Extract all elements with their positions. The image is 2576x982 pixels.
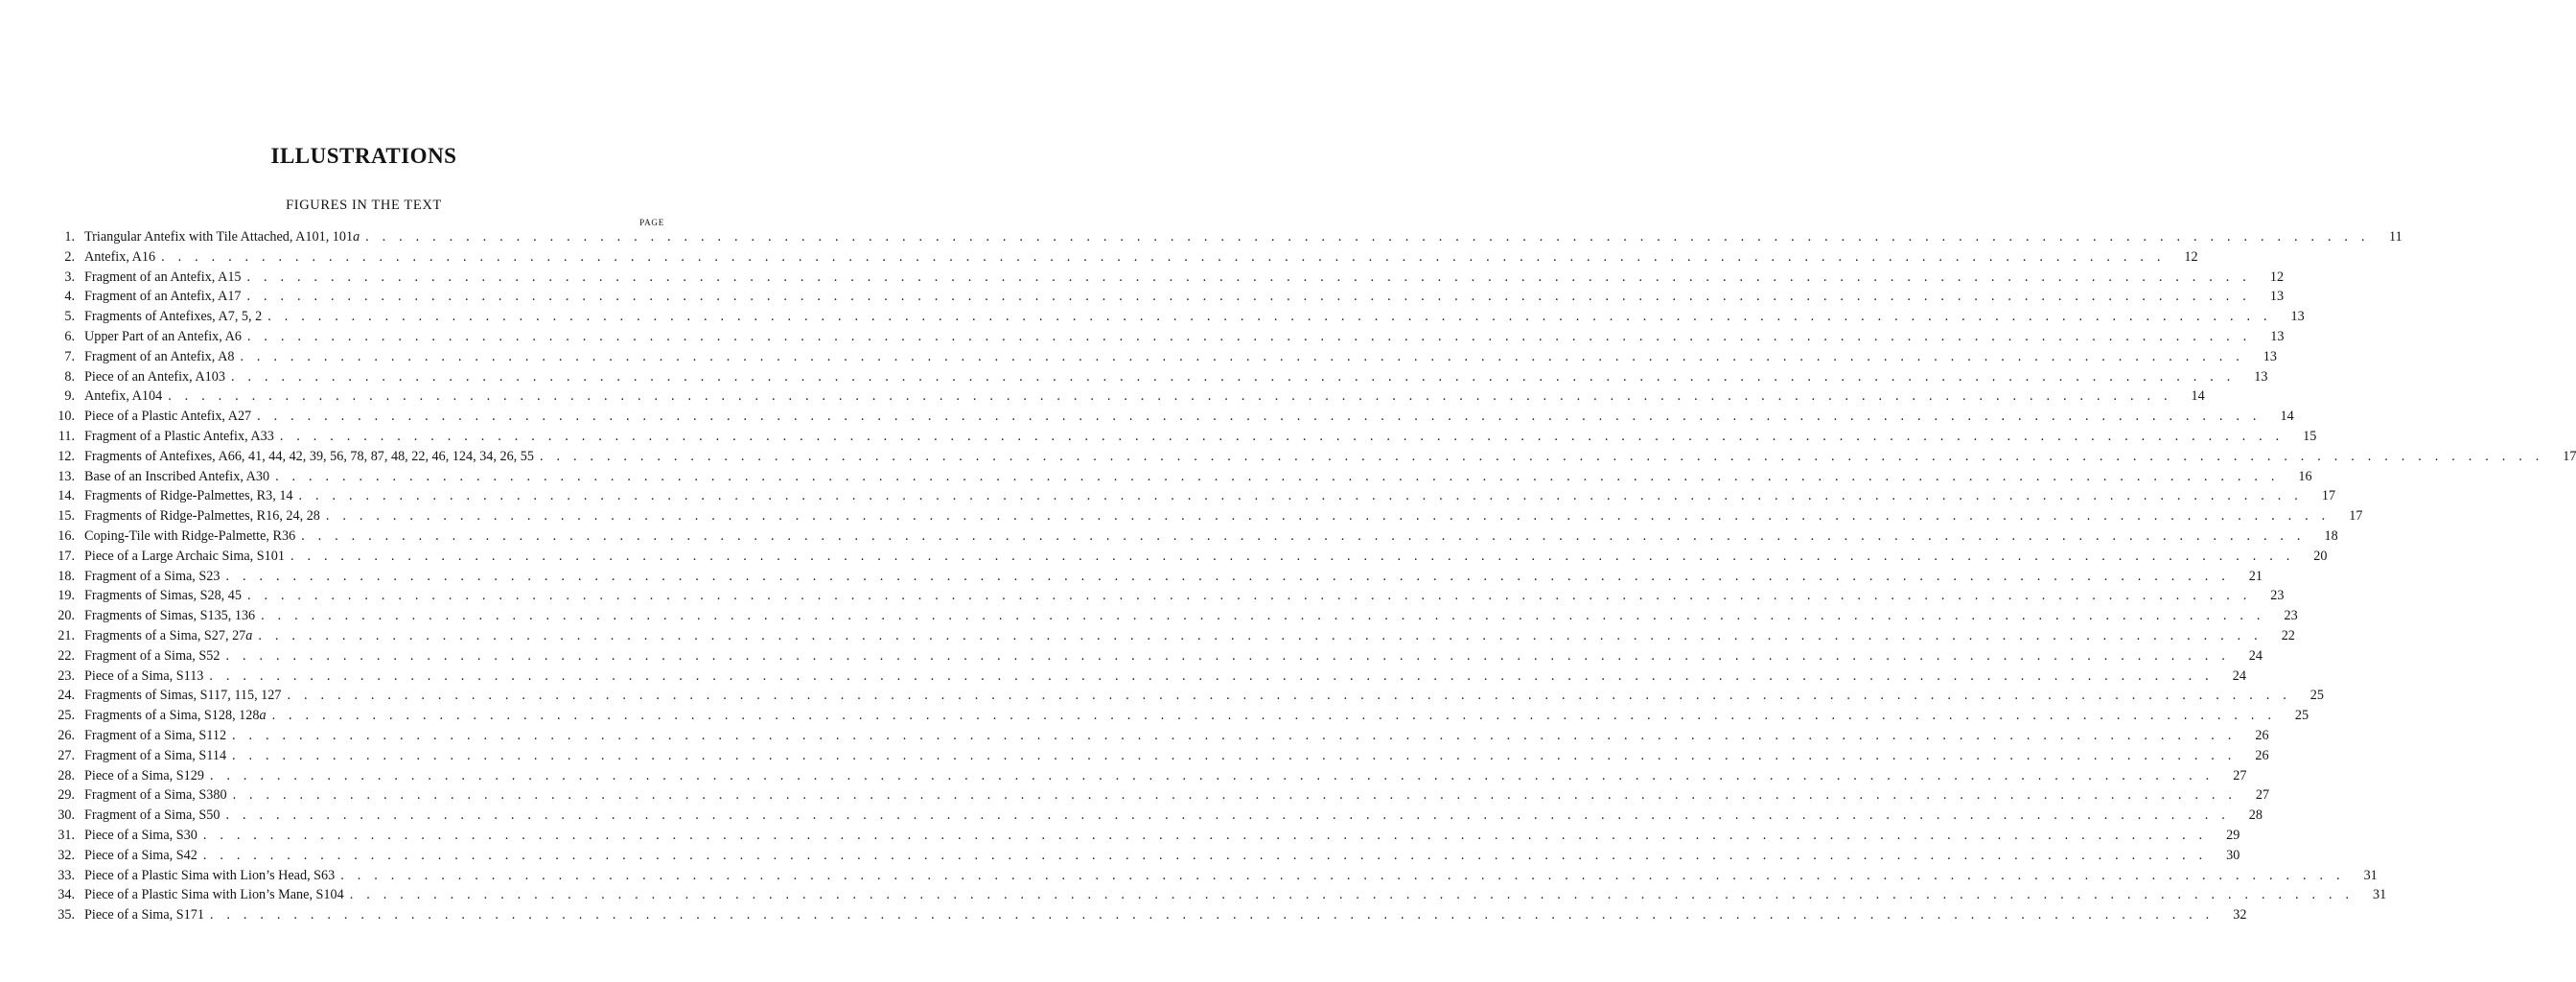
figure-caption-text: Fragment of a Sima, S380	[84, 787, 227, 804]
dot-leader: . . . . . . . . . . . . . . . . . . . . . . . . . . . . . . . . . . . . . . . . . . . . . . . . . . . . . . . . . . . . . . . . . . . . . . . . . . . . . . . . . . . . . . . . . . . . . . . . . . . . . . . . . . . . . . . . . . . . . . . .	[202, 827, 2208, 843]
figure-caption	[75, 486, 293, 506]
figure-caption-text: Coping-Tile with Ridge-Palmette, R36	[84, 527, 296, 544]
dot-leader: . . . . . . . . . . . . . . . . . . . . . . . . . . . . . . . . . . . . . . . . . . . . . . . . . . . . . . . . . . . . . . . . . . . . . . . . . . . . . . . . . . . . . . . . . . . . . . . . . . . . . . . . . . . . . . . . . . . . . . . .	[225, 807, 2230, 824]
figure-page-number: 25	[2294, 708, 2309, 724]
figure-caption	[75, 686, 281, 706]
figure-caption	[75, 746, 226, 766]
figure-caption	[75, 885, 344, 905]
figure-number: 13.	[58, 468, 75, 484]
figure-caption	[75, 467, 269, 487]
figure-caption	[75, 526, 295, 547]
figure-entry	[50, 526, 2338, 547]
dot-leader: . . . . . . . . . . . . . . . . . . . . . . . . . . . . . . . . . . . . . . . . . . . . . . . . . . . . . . . . . . . . . . . . . . . . . . . . . . . . . . . . . . . . . . . . . . . . . . . . . . . . . . . . . . . . . . . . . . . . . . . .	[225, 568, 2230, 584]
figure-entry	[50, 806, 2263, 826]
dot-leader: . . . . . . . . . . . . . . . . . . . . . . . . . . . . . . . . . . . . . . . . . . . . . . . . . . . . . . . . . . . . . . . . . . . . . . . . . . . . . . . . . . . . . . . . . . . . . . . . . . . . . . . . . . . . . . . . . . . . . . . .	[275, 468, 2280, 484]
figure-entry	[50, 547, 2328, 567]
figure-list	[50, 227, 2576, 925]
figure-page-number: 30	[2226, 847, 2240, 863]
figure-page-number: 32	[2233, 907, 2247, 924]
figure-page-number: 29	[2226, 827, 2240, 843]
figure-page-number: 13	[2270, 328, 2285, 344]
figure-caption-text: Piece of a Plastic Sima with Lion’s Mane, S104	[84, 887, 344, 903]
figure-page-number: 31	[2373, 887, 2387, 903]
figure-entry	[50, 826, 2240, 846]
figure-caption-text: Fragments of Simas, S117, 115, 127	[84, 688, 282, 704]
figure-caption	[75, 547, 285, 567]
dot-leader: . . . . . . . . . . . . . . . . . . . . . . . . . . . . . . . . . . . . . . . . . . . . . . . . . . . . . . . . . . . . . . . . . . . . . . . . . . . . . . . . . . . . . . . . . . . . . . . . . . . . . . . . . . . . . . . . . . . . . . . .	[298, 488, 2304, 504]
figure-number: 2.	[64, 248, 75, 265]
figure-entry	[50, 506, 2363, 526]
figure-entry	[50, 646, 2263, 666]
figure-page-number: 14	[2191, 388, 2205, 405]
dot-leader: . . . . . . . . . . . . . . . . . . . . . . . . . . . . . . . . . . . . . . . . . . . . . . . . . . . . . . . . . . . . . . . . . . . . . . . . . . . . . . . . . . . . . . . . . . . . . . . . . . . . . . . . . . . . . . . . . . . . . . . .	[225, 647, 2230, 664]
figure-caption	[75, 347, 234, 367]
figure-page-number: 13	[2263, 348, 2277, 364]
figure-caption	[75, 447, 534, 467]
figure-number: 24.	[58, 688, 75, 704]
figure-entry	[50, 407, 2294, 427]
figure-number: 9.	[64, 388, 75, 405]
figure-number: 17.	[58, 548, 75, 564]
figure-number: 26.	[58, 727, 75, 743]
figure-caption-italic-suffix: a	[259, 708, 267, 724]
figure-number: 25.	[58, 708, 75, 724]
figure-number: 20.	[58, 608, 75, 624]
figure-caption-text: Fragments of Simas, S28, 45	[84, 588, 242, 604]
figure-number: 4.	[64, 289, 75, 305]
figure-caption-text: Piece of a Sima, S171	[84, 907, 204, 924]
figure-caption-text: Piece of an Antefix, A103	[84, 368, 225, 385]
figure-caption-text: Fragments of Ridge-Palmettes, R16, 24, 28	[84, 508, 320, 525]
figure-number: 12.	[58, 448, 75, 464]
dot-leader: . . . . . . . . . . . . . . . . . . . . . . . . . . . . . . . . . . . . . . . . . . . . . . . . . . . . . . . . . . . . . . . . . . . . . . . . . . . . . . . . . . . . . . . . . . . . . . . . . . . . . . . . . . . . . . . . . . . . . . . .	[246, 328, 2252, 344]
section-title: FIGURES IN THE TEXT	[286, 198, 442, 213]
figure-entry	[50, 367, 2268, 387]
figure-entry	[50, 846, 2240, 866]
figure-page-number: 24	[2232, 667, 2246, 684]
figure-entry	[50, 447, 2576, 467]
figure-caption-text: Antefix, A104	[84, 388, 163, 405]
figure-entry	[50, 706, 2309, 726]
figure-caption-text: Fragment of an Antefix, A17	[84, 289, 242, 305]
figure-page-number: 31	[2363, 867, 2378, 883]
figure-page-number: 11	[2389, 229, 2402, 245]
figure-entry	[50, 885, 2387, 905]
dot-leader: . . . . . . . . . . . . . . . . . . . . . . . . . . . . . . . . . . . . . . . . . . . . . . . . . . . . . . . . . . . . . . . . . . . . . . . . . . . . . . . . . . . . . . . . . . . . . . . . . . . . . . . . . . . . . . . . . . . . . . . .	[365, 229, 2370, 245]
figure-caption	[75, 866, 335, 886]
figure-entry	[50, 606, 2298, 626]
figure-caption	[75, 327, 242, 347]
figure-entry	[50, 287, 2285, 307]
figure-caption-text: Fragment of an Antefix, A15	[84, 269, 242, 285]
figure-caption	[75, 506, 320, 526]
figure-page-number: 20	[2313, 548, 2328, 564]
figure-page-number: 17	[2321, 488, 2336, 504]
figure-entry	[50, 567, 2263, 587]
figure-caption-text: Fragments of Antefixes, A66, 41, 44, 42, 39, 56, 78, 87, 48, 22, 46, 124, 34, 26, 55	[84, 448, 534, 464]
figure-entry	[50, 467, 2312, 487]
figure-page-number: 18	[2324, 527, 2338, 544]
figure-caption	[75, 386, 162, 407]
dot-leader: . . . . . . . . . . . . . . . . . . . . . . . . . . . . . . . . . . . . . . . . . . . . . . . . . . . . . . . . . . . . . . . . . . . . . . . . . . . . . . . . . . . . . . . . . . . . . . . . . . . . . . . . . . . . . . . . . . . . . . . .	[257, 409, 2262, 425]
page-title: ILLUSTRATIONS	[270, 144, 457, 168]
figure-caption	[75, 766, 204, 786]
figure-caption-text: Piece of a Sima, S30	[84, 827, 197, 843]
figure-caption	[75, 606, 255, 626]
figure-caption-text: Base of an Inscribed Antefix, A30	[84, 468, 270, 484]
figure-number: 29.	[58, 787, 75, 804]
figure-caption-text: Fragment of a Sima, S112	[84, 727, 227, 743]
dot-leader: . . . . . . . . . . . . . . . . . . . . . . . . . . . . . . . . . . . . . . . . . . . . . . . . . . . . . . . . . . . . . . . . . . . . . . . . . . . . . . . . . . . . . . . . . . . . . . . . . . . . . . . . . . . . . . . . . . . . . . . .	[287, 688, 2291, 704]
figure-number: 11.	[58, 428, 75, 444]
figure-caption	[75, 427, 274, 447]
dot-leader: . . . . . . . . . . . . . . . . . . . . . . . . . . . . . . . . . . . . . . . . . . . . . . . . . . . . . . . . . . . . . . . . . . . . . . . . . . . . . . . . . . . . . . . . . . . . . . . . . . . . . . . . . . . . . . . . . . . . . . . .	[240, 348, 2244, 364]
dot-leader: . . . . . . . . . . . . . . . . . . . . . . . . . . . . . . . . . . . . . . . . . . . . . . . . . . . . . . . . . . . . . . . . . . . . . . . . . . . . . . . . . . . . . . . . . . . . . . . . . . . . . . . . . . . . . . . . . . . . . . . .	[232, 787, 2238, 804]
dot-leader: . . . . . . . . . . . . . . . . . . . . . . . . . . . . . . . . . . . . . . . . . . . . . . . . . . . . . . . . . . . . . . . . . . . . . . . . . . . . . . . . . . . . . . . . . . . . . . . . . . . . . . . . . . . . . . . . . . . . . . . .	[232, 727, 2237, 743]
figure-number: 33.	[58, 867, 75, 883]
figure-caption	[75, 666, 203, 687]
figure-caption-text: Triangular Antefix with Tile Attached, A101, 101	[84, 229, 354, 245]
figure-number: 10.	[58, 409, 75, 425]
dot-leader: . . . . . . . . . . . . . . . . . . . . . . . . . . . . . . . . . . . . . . . . . . . . . . . . . . . . . . . . . . . . . . . . . . . . . . . . . . . . . . . . . . . . . . . . . . . . . . . . . . . . . . . . . . . . . . . . . . . . . . . .	[539, 448, 2544, 464]
figure-caption	[75, 407, 251, 427]
figure-caption	[75, 307, 262, 327]
figure-page-number: 27	[2255, 787, 2270, 804]
figure-number: 22.	[58, 647, 75, 664]
figure-entry	[50, 427, 2317, 447]
figure-page-number: 28	[2248, 807, 2263, 824]
figure-number: 23.	[58, 667, 75, 684]
figure-entry	[50, 866, 2378, 886]
dot-leader: . . . . . . . . . . . . . . . . . . . . . . . . . . . . . . . . . . . . . . . . . . . . . . . . . . . . . . . . . . . . . . . . . . . . . . . . . . . . . . . . . . . . . . . . . . . . . . . . . . . . . . . . . . . . . . . . . . . . . . . .	[267, 309, 2272, 325]
figure-entry	[50, 327, 2285, 347]
figure-caption-text: Fragment of a Sima, S114	[84, 747, 227, 763]
figure-caption	[75, 626, 252, 646]
figure-page-number: 13	[2269, 289, 2285, 305]
figure-page-number: 14	[2280, 409, 2294, 425]
figure-number: 6.	[64, 328, 75, 344]
figure-page-number: 26	[2255, 747, 2269, 763]
figure-entry	[50, 905, 2247, 925]
dot-leader: . . . . . . . . . . . . . . . . . . . . . . . . . . . . . . . . . . . . . . . . . . . . . . . . . . . . . . . . . . . . . . . . . . . . . . . . . . . . . . . . . . . . . . . . . . . . . . . . . . . . . . . . . . . . . . . . . . . . . . . .	[209, 907, 2215, 924]
figure-caption	[75, 706, 267, 726]
figure-entry	[50, 386, 2205, 407]
dot-leader: . . . . . . . . . . . . . . . . . . . . . . . . . . . . . . . . . . . . . . . . . . . . . . . . . . . . . . . . . . . . . . . . . . . . . . . . . . . . . . . . . . . . . . . . . . . . . . . . . . . . . . . . . . . . . . . . . . . . . . . .	[340, 867, 2345, 883]
figure-caption	[75, 905, 204, 925]
figure-entry	[50, 746, 2269, 766]
figure-number: 28.	[58, 767, 75, 783]
figure-caption	[75, 567, 220, 587]
figure-caption	[75, 646, 220, 666]
dot-leader: . . . . . . . . . . . . . . . . . . . . . . . . . . . . . . . . . . . . . . . . . . . . . . . . . . . . . . . . . . . . . . . . . . . . . . . . . . . . . . . . . . . . . . . . . . . . . . . . . . . . . . . . . . . . . . . . . . . . . . . .	[246, 289, 2252, 305]
figure-entry	[50, 766, 2247, 786]
dot-leader: . . . . . . . . . . . . . . . . . . . . . . . . . . . . . . . . . . . . . . . . . . . . . . . . . . . . . . . . . . . . . . . . . . . . . . . . . . . . . . . . . . . . . . . . . . . . . . . . . . . . . . . . . . . . . . . . . . . . . . . .	[261, 608, 2265, 624]
figure-number: 3.	[64, 269, 75, 285]
dot-leader: . . . . . . . . . . . . . . . . . . . . . . . . . . . . . . . . . . . . . . . . . . . . . . . . . . . . . . . . . . . . . . . . . . . . . . . . . . . . . . . . . . . . . . . . . . . . . . . . . . . . . . . . . . . . . . . . . . . . . . . .	[230, 368, 2236, 385]
dot-leader: . . . . . . . . . . . . . . . . . . . . . . . . . . . . . . . . . . . . . . . . . . . . . . . . . . . . . . . . . . . . . . . . . . . . . . . . . . . . . . . . . . . . . . . . . . . . . . . . . . . . . . . . . . . . . . . . . . . . . . . .	[209, 767, 2215, 783]
figure-entry	[50, 486, 2336, 506]
figure-page-number: 13	[2290, 309, 2305, 325]
dot-leader: . . . . . . . . . . . . . . . . . . . . . . . . . . . . . . . . . . . . . . . . . . . . . . . . . . . . . . . . . . . . . . . . . . . . . . . . . . . . . . . . . . . . . . . . . . . . . . . . . . . . . . . . . . . . . . . . . . . . . . . .	[349, 887, 2355, 903]
dot-leader: . . . . . . . . . . . . . . . . . . . . . . . . . . . . . . . . . . . . . . . . . . . . . . . . . . . . . . . . . . . . . . . . . . . . . . . . . . . . . . . . . . . . . . . . . . . . . . . . . . . . . . . . . . . . . . . . . . . . . . . .	[161, 248, 2166, 265]
figure-caption-text: Fragments of a Sima, S27, 27	[84, 627, 246, 643]
figure-page-number: 23	[2270, 588, 2285, 604]
figure-entry	[50, 586, 2285, 606]
figure-entry	[50, 666, 2246, 687]
figure-page-number: 16	[2298, 468, 2312, 484]
figure-caption	[75, 367, 225, 387]
figure-number: 30.	[58, 807, 75, 824]
figure-entry	[50, 626, 2295, 646]
figure-entry	[50, 686, 2324, 706]
figure-entry	[50, 307, 2305, 327]
figure-number: 15.	[58, 508, 75, 525]
figure-number: 5.	[64, 309, 75, 325]
dot-leader: . . . . . . . . . . . . . . . . . . . . . . . . . . . . . . . . . . . . . . . . . . . . . . . . . . . . . . . . . . . . . . . . . . . . . . . . . . . . . . . . . . . . . . . . . . . . . . . . . . . . . . . . . . . . . . . . . . . . . . . .	[301, 527, 2306, 544]
figure-caption	[75, 726, 226, 746]
page-column-label: PAGE	[639, 218, 664, 227]
figure-caption-italic-suffix: a	[245, 627, 253, 643]
figure-number: 1.	[64, 229, 75, 245]
dot-leader: . . . . . . . . . . . . . . . . . . . . . . . . . . . . . . . . . . . . . . . . . . . . . . . . . . . . . . . . . . . . . . . . . . . . . . . . . . . . . . . . . . . . . . . . . . . . . . . . . . . . . . . . . . . . . . . . . . . . . . . .	[258, 627, 2263, 643]
figure-page-number: 13	[2254, 368, 2268, 385]
dot-leader: . . . . . . . . . . . . . . . . . . . . . . . . . . . . . . . . . . . . . . . . . . . . . . . . . . . . . . . . . . . . . . . . . . . . . . . . . . . . . . . . . . . . . . . . . . . . . . . . . . . . . . . . . . . . . . . . . . . . . . . .	[246, 269, 2252, 285]
figure-caption-text: Fragment of a Sima, S50	[84, 807, 220, 824]
figure-number: 16.	[58, 527, 75, 544]
figure-entry	[50, 785, 2270, 806]
figure-caption	[75, 846, 197, 866]
figure-caption	[75, 227, 360, 247]
dot-leader: . . . . . . . . . . . . . . . . . . . . . . . . . . . . . . . . . . . . . . . . . . . . . . . . . . . . . . . . . . . . . . . . . . . . . . . . . . . . . . . . . . . . . . . . . . . . . . . . . . . . . . . . . . . . . . . . . . . . . . . .	[232, 747, 2237, 763]
figure-entry	[50, 247, 2198, 268]
figure-caption-text: Fragment of an Antefix, A8	[84, 348, 235, 364]
figure-entry	[50, 268, 2285, 288]
figure-number: 21.	[58, 627, 75, 643]
figure-page-number: 17	[2349, 508, 2363, 525]
figure-caption-text: Antefix, A16	[84, 248, 156, 265]
figure-caption-text: Upper Part of an Antefix, A6	[84, 328, 242, 344]
figure-number: 7.	[64, 348, 75, 364]
figure-caption-text: Fragments of Antefixes, A7, 5, 2	[84, 309, 263, 325]
figure-caption-text: Piece of a Plastic Sima with Lion’s Head, S63	[84, 867, 336, 883]
figure-page-number: 21	[2248, 568, 2263, 584]
dot-leader: . . . . . . . . . . . . . . . . . . . . . . . . . . . . . . . . . . . . . . . . . . . . . . . . . . . . . . . . . . . . . . . . . . . . . . . . . . . . . . . . . . . . . . . . . . . . . . . . . . . . . . . . . . . . . . . . . . . . . . . .	[279, 428, 2285, 444]
figure-page-number: 26	[2255, 727, 2269, 743]
figure-entry	[50, 726, 2269, 746]
figure-caption	[75, 826, 197, 846]
dot-leader: . . . . . . . . . . . . . . . . . . . . . . . . . . . . . . . . . . . . . . . . . . . . . . . . . . . . . . . . . . . . . . . . . . . . . . . . . . . . . . . . . . . . . . . . . . . . . . . . . . . . . . . . . . . . . . . . . . . . . . . .	[168, 388, 2172, 405]
figure-caption-text: Piece of a Sima, S42	[84, 847, 197, 863]
figure-page-number: 25	[2309, 688, 2324, 704]
dot-leader: . . . . . . . . . . . . . . . . . . . . . . . . . . . . . . . . . . . . . . . . . . . . . . . . . . . . . . . . . . . . . . . . . . . . . . . . . . . . . . . . . . . . . . . . . . . . . . . . . . . . . . . . . . . . . . . . . . . . . . . .	[246, 588, 2252, 604]
figure-page-number: 15	[2303, 428, 2317, 444]
figure-caption-text: Piece of a Plastic Antefix, A27	[84, 409, 252, 425]
figure-caption-text: Piece of a Large Archaic Sima, S101	[84, 548, 285, 564]
figure-caption-text: Fragment of a Sima, S23	[84, 568, 220, 584]
figure-caption-text: Fragment of a Sima, S52	[84, 647, 220, 664]
figure-caption-text: Piece of a Sima, S113	[84, 667, 204, 684]
figure-number: 18.	[58, 568, 75, 584]
dot-leader: . . . . . . . . . . . . . . . . . . . . . . . . . . . . . . . . . . . . . . . . . . . . . . . . . . . . . . . . . . . . . . . . . . . . . . . . . . . . . . . . . . . . . . . . . . . . . . . . . . . . . . . . . . . . . . . . . . . . . . . .	[202, 847, 2208, 863]
figure-caption	[75, 785, 227, 806]
figure-caption	[75, 287, 242, 307]
figure-page-number: 27	[2233, 767, 2247, 783]
dot-leader: . . . . . . . . . . . . . . . . . . . . . . . . . . . . . . . . . . . . . . . . . . . . . . . . . . . . . . . . . . . . . . . . . . . . . . . . . . . . . . . . . . . . . . . . . . . . . . . . . . . . . . . . . . . . . . . . . . . . . . . .	[290, 548, 2295, 564]
dot-leader: . . . . . . . . . . . . . . . . . . . . . . . . . . . . . . . . . . . . . . . . . . . . . . . . . . . . . . . . . . . . . . . . . . . . . . . . . . . . . . . . . . . . . . . . . . . . . . . . . . . . . . . . . . . . . . . . . . . . . . . .	[209, 667, 2214, 684]
figure-caption-italic-suffix: a	[353, 229, 360, 245]
figure-page-number: 17	[2563, 448, 2576, 464]
figure-number: 34.	[58, 887, 75, 903]
figure-number: 14.	[58, 488, 75, 504]
figure-number: 19.	[58, 588, 75, 604]
figure-number: 35.	[58, 907, 75, 924]
figure-caption-text: Fragment of a Plastic Antefix, A33	[84, 428, 274, 444]
figure-page-number: 22	[2281, 627, 2295, 643]
figure-page-number: 23	[2284, 608, 2298, 624]
figure-entry	[50, 227, 2402, 247]
figure-caption	[75, 247, 155, 268]
figure-caption-text: Piece of a Sima, S129	[84, 767, 204, 783]
figure-caption-text: Fragments of Simas, S135, 136	[84, 608, 256, 624]
figure-entry	[50, 347, 2277, 367]
figure-caption-text: Fragments of a Sima, S128, 128	[84, 708, 260, 724]
figure-number: 27.	[58, 747, 75, 763]
figure-caption	[75, 268, 242, 288]
figure-page-number: 24	[2248, 647, 2263, 664]
figure-caption	[75, 586, 242, 606]
dot-leader: . . . . . . . . . . . . . . . . . . . . . . . . . . . . . . . . . . . . . . . . . . . . . . . . . . . . . . . . . . . . . . . . . . . . . . . . . . . . . . . . . . . . . . . . . . . . . . . . . . . . . . . . . . . . . . . . . . . . . . . .	[271, 708, 2277, 724]
figure-number: 8.	[64, 368, 75, 385]
figure-caption	[75, 806, 220, 826]
dot-leader: . . . . . . . . . . . . . . . . . . . . . . . . . . . . . . . . . . . . . . . . . . . . . . . . . . . . . . . . . . . . . . . . . . . . . . . . . . . . . . . . . . . . . . . . . . . . . . . . . . . . . . . . . . . . . . . . . . . . . . . .	[325, 508, 2331, 525]
figure-page-number: 12	[2269, 269, 2285, 285]
figure-number: 32.	[58, 847, 75, 863]
figure-caption-text: Fragments of Ridge-Palmettes, R3, 14	[84, 488, 293, 504]
figure-page-number: 12	[2184, 248, 2198, 265]
figure-number: 31.	[58, 827, 75, 843]
